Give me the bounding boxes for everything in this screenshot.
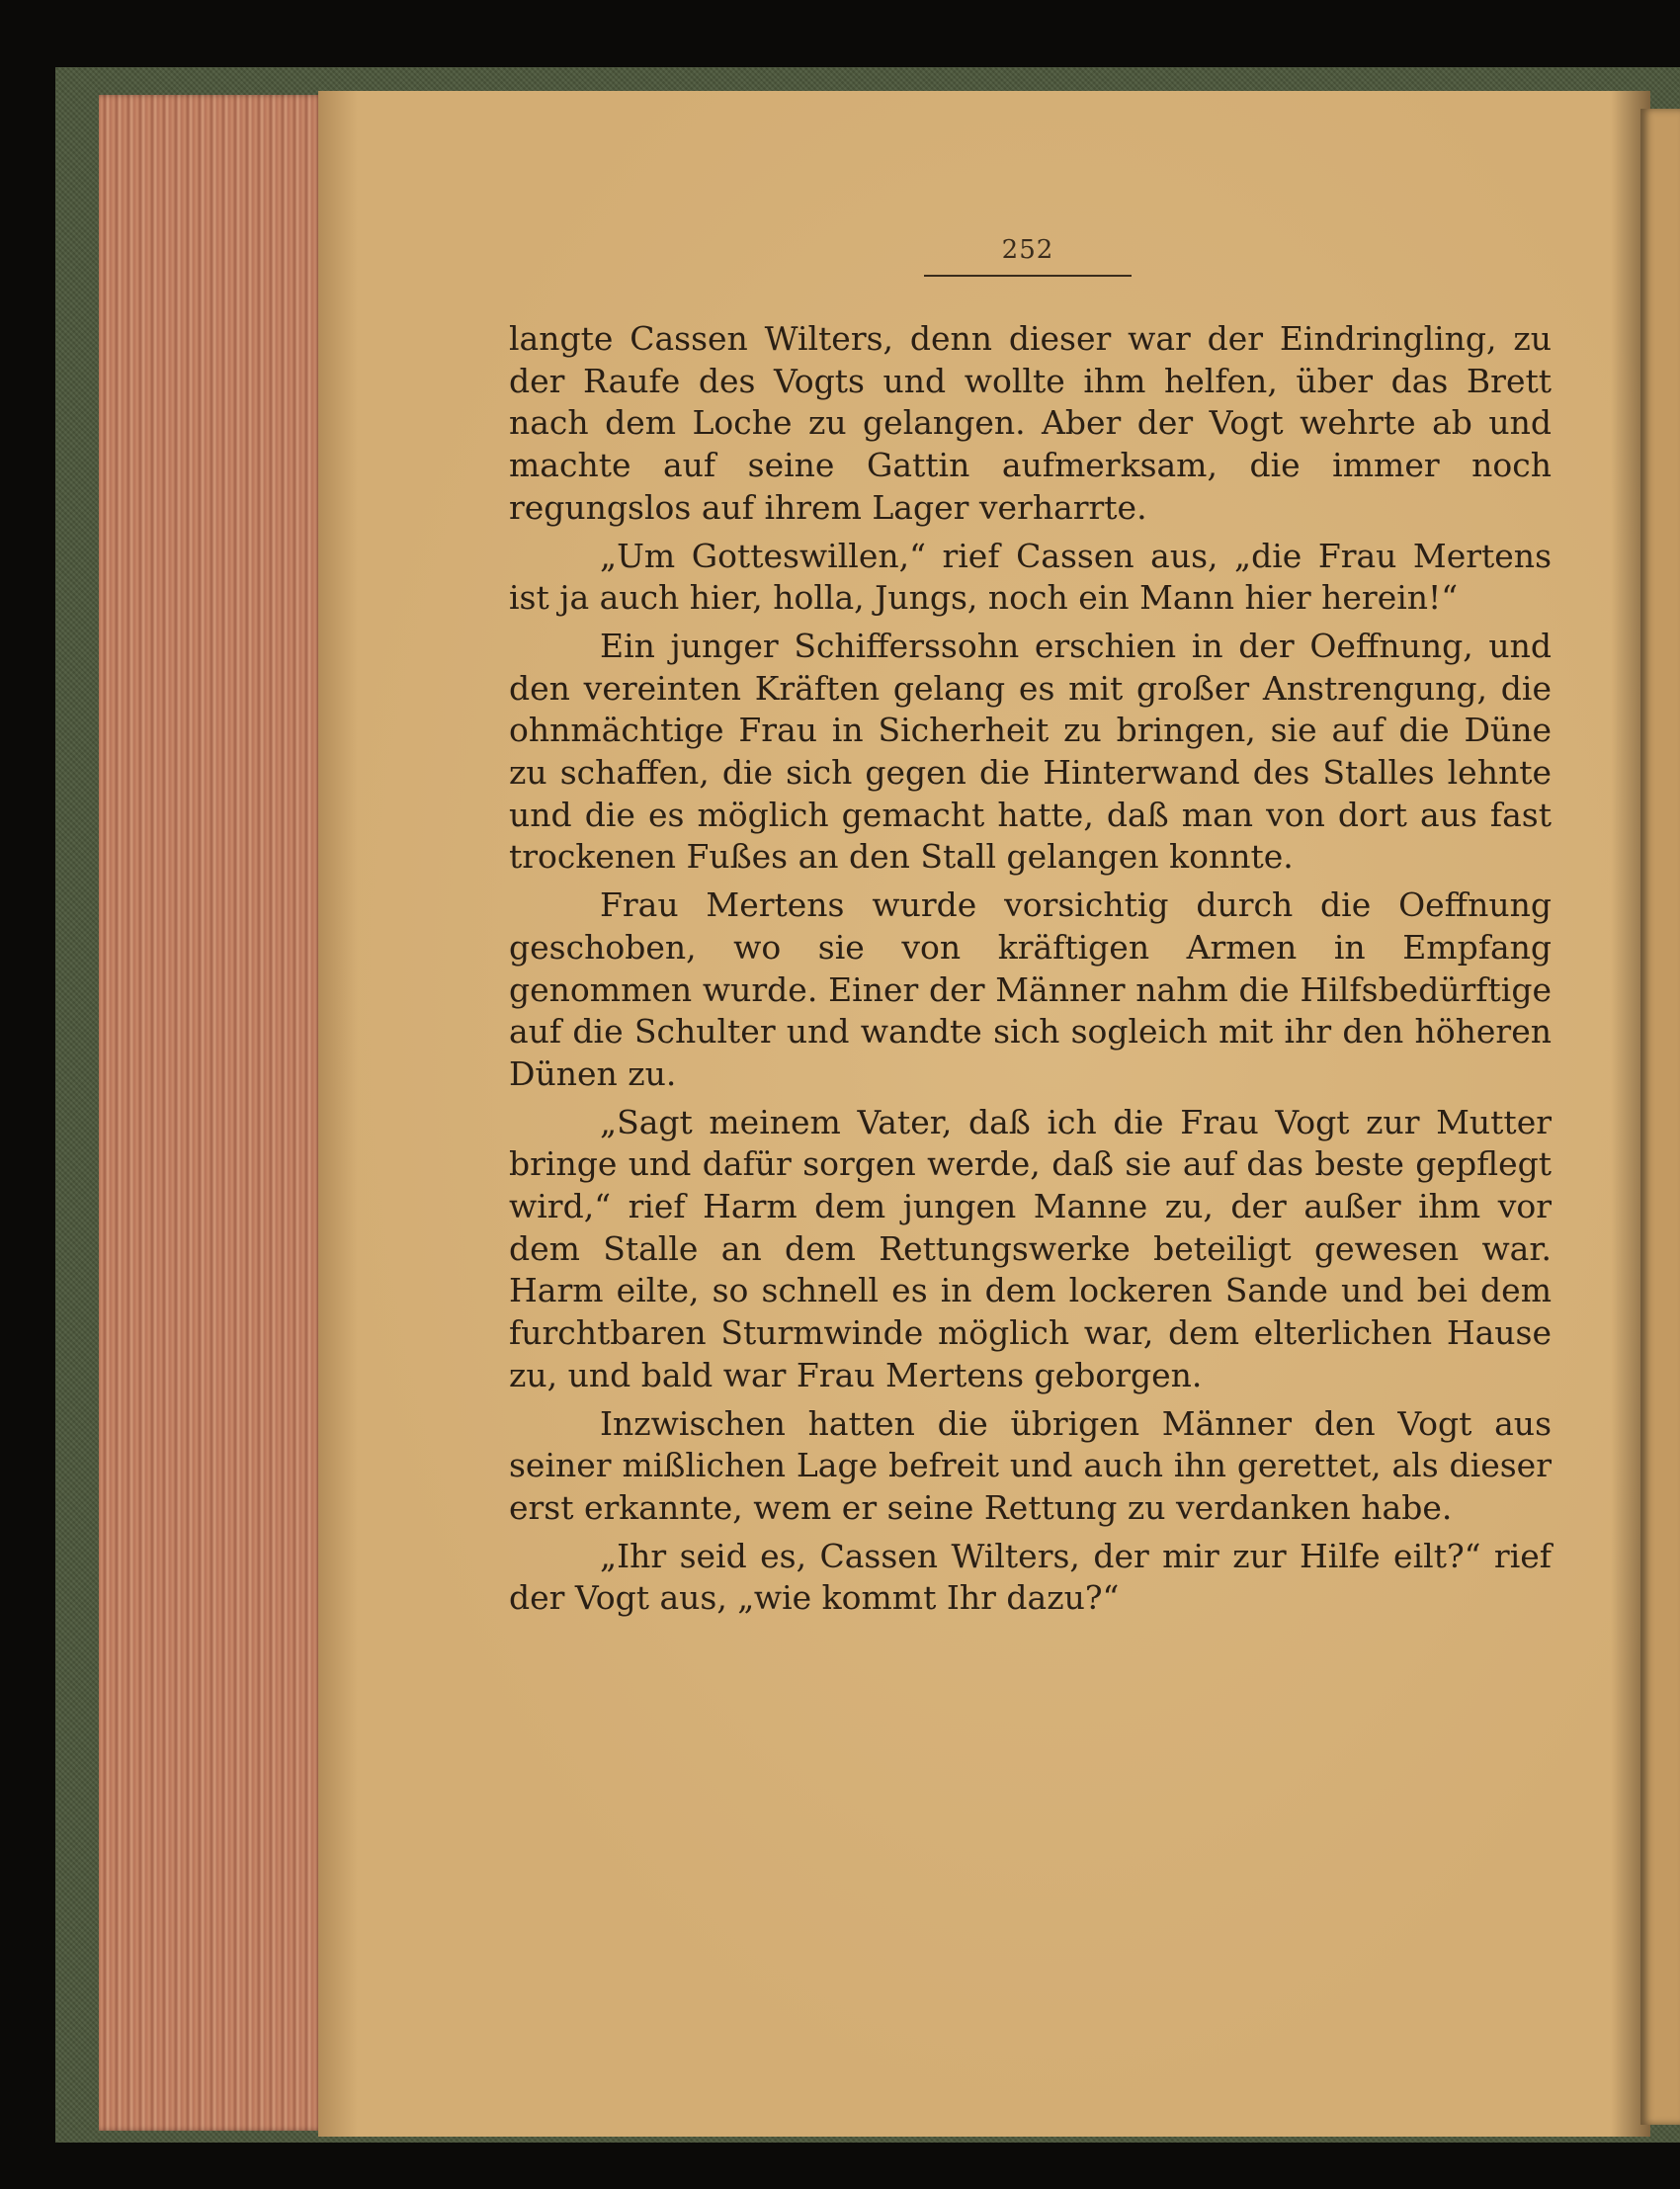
paragraph: „Ihr seid es, Cassen Wilters, der mir zur Hilfe eilt?“ rief der Vogt aus, „wie kommt Ihr dazu?“ [509, 1536, 1552, 1618]
paragraph: Inzwischen hatten die übrigen Männer den Vogt aus seiner mißlichen Lage befreit und auch ihn gerettet, als dieser erst erkannte, wem er seine Rettung zu verdanken habe. [509, 1403, 1552, 1527]
facing-page-edge [1640, 109, 1680, 2125]
paragraph: „Um Gotteswillen,“ rief Cassen aus, „die Frau Mertens ist ja auch hier, holla, Jungs, noch ein Mann hier herein!“ [509, 536, 1552, 618]
page-edges [99, 95, 324, 2131]
paragraph: „Sagt meinem Vater, daß ich die Frau Vogt zur Mutter bringe und dafür sorgen werde, daß sie auf das beste gepflegt wird,“ rief Harm dem jungen Manne zu, der außer ihm vor dem Stalle an dem Rettungswerke beteiligt gewesen war. Harm eilte, so schnell es in dem lockeren Sande und bei dem furchtbaren Sturmwinde möglich war, dem elterlichen Hause zu, und bald war Frau Mertens geborgen. [509, 1102, 1552, 1394]
paragraph: Ein junger Schifferssohn erschien in der Oeffnung, und den vereinten Kräften gelang es mit großer Anstrengung, die ohnmächtige Frau in Sicherheit zu bringen, sie auf die Düne zu schaffen, die sich gegen die Hinterwand des Stalles lehnte und die es möglich gemacht hatte, daß man von dort aus fast trockenen Fußes an den Stall gelangen konnte. [509, 626, 1552, 877]
page-number: 252 [1001, 235, 1054, 265]
page-number-rule [924, 275, 1132, 277]
body-text [509, 318, 1552, 1626]
paragraph: Frau Mertens wurde vorsichtig durch die Oeffnung geschoben, wo sie von kräftigen Armen in Empfang genommen wurde. Einer der Männer nahm die Hilfsbedürftige auf die Schulter und wandte sich sogleich mit ihr den höheren Dünen zu. [509, 885, 1552, 1093]
paragraph: langte Cassen Wilters, denn dieser war der Eindringling, zu der Raufe des Vogts und wollte ihm helfen, über das Brett nach dem Loche zu gelangen. Aber der Vogt wehrte ab und machte auf seine Gattin aufmerksam, die immer noch regungslos auf ihrem Lager verharrte. [509, 319, 1552, 527]
